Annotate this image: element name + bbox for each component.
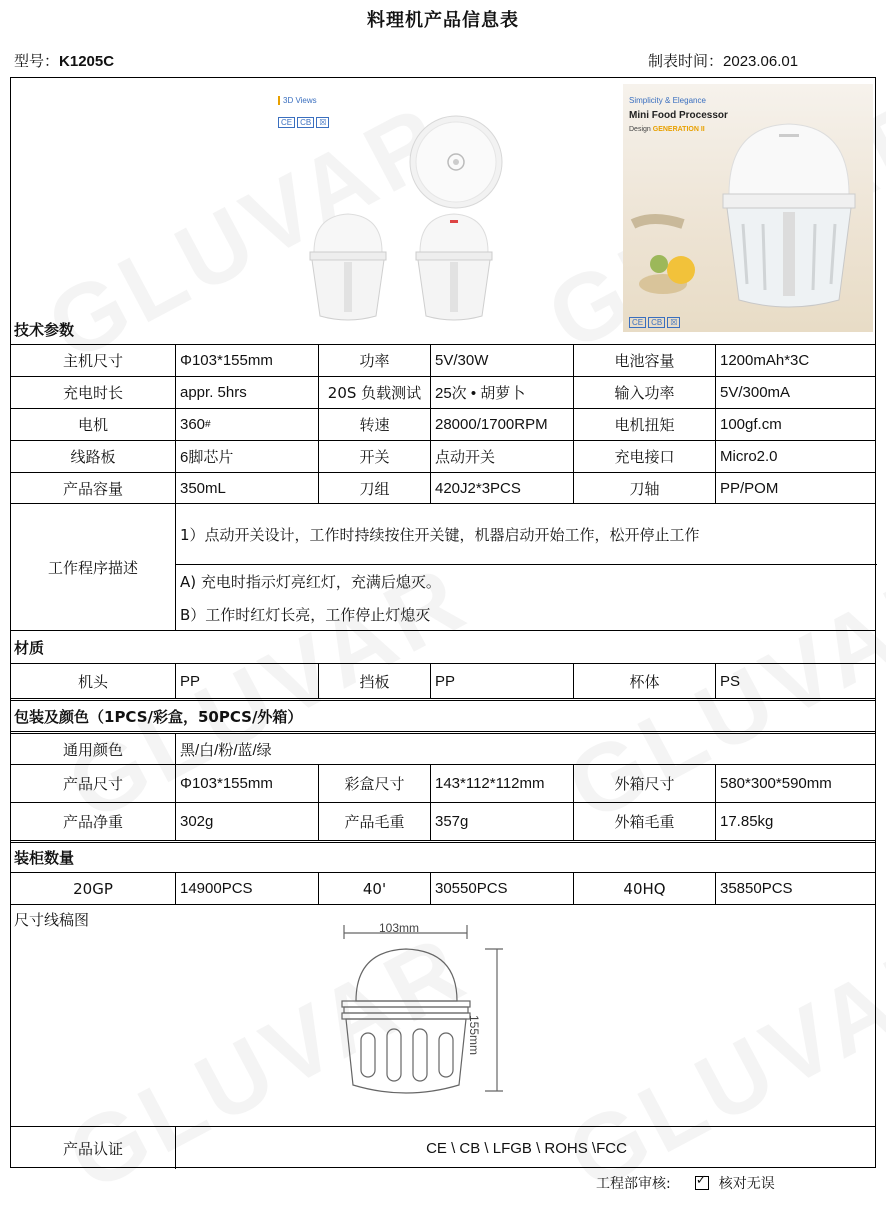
material-section-title: 材质 — [11, 630, 875, 663]
checkbox-checked-icon[interactable] — [695, 1176, 709, 1190]
field-label: 产品容量 — [62, 479, 123, 498]
created-date — [648, 50, 798, 71]
field-value: 360 # — [175, 409, 318, 440]
field-label: 开关 — [318, 441, 430, 472]
color-row — [11, 731, 875, 764]
field-value: 点动开关 — [430, 441, 573, 472]
document-title: 料理机产品信息表 — [367, 10, 519, 31]
container-section-title: 装柜数量 — [11, 840, 875, 872]
field-label: 转速 — [318, 409, 430, 440]
tech-section-title: 技术参数 — [14, 320, 75, 339]
field-value: 17.85kg — [715, 803, 877, 840]
tech-row — [11, 344, 875, 376]
drawing-row — [11, 904, 875, 1126]
ce-badge: CE — [278, 117, 295, 128]
review-footer — [596, 1173, 775, 1193]
field-label: 20S 负载测试 — [318, 377, 430, 408]
field-label: 40' — [318, 873, 430, 904]
field-value: appr. 5hrs — [175, 377, 318, 408]
promo-design: Design — [629, 126, 651, 133]
package-row — [11, 764, 875, 802]
field-label: 主机尺寸 — [62, 352, 123, 370]
product-sheet — [10, 77, 876, 1168]
field-value: 35850PCS — [715, 873, 877, 904]
package-section-title: 包装及颜色（1PCS/彩盒，50PCS/外箱） — [11, 698, 875, 731]
field-label: 外箱尺寸 — [573, 765, 715, 802]
weee-badge: ☒ — [316, 117, 329, 128]
procedure-row — [11, 503, 875, 630]
field-value: 25次 • 胡萝卜 — [430, 377, 573, 408]
field-value: 5V/30W — [430, 345, 573, 376]
height-dimension: 155mm — [467, 1015, 481, 1056]
field-value: 28000/1700RPM — [430, 409, 573, 440]
field-value: Φ103*155mm — [175, 345, 318, 376]
color-value: 黑/白/粉/蓝/绿 — [175, 734, 877, 764]
field-label: 线路板 — [70, 448, 116, 466]
field-label: 彩盒尺寸 — [318, 765, 430, 802]
model-number — [14, 50, 114, 71]
cb-badge: CB — [297, 117, 314, 128]
review-label: 工程部审核: — [596, 1176, 671, 1192]
field-label: 产品毛重 — [318, 803, 430, 840]
field-label: 20GP — [73, 879, 113, 898]
procedure-line-a: A) 充电时指示灯亮红灯，充满后熄灭。 — [176, 564, 877, 597]
color-label: 通用颜色 — [62, 740, 123, 759]
field-value: 1200mAh*3C — [715, 345, 877, 376]
field-value: 580*300*590mm — [715, 765, 877, 802]
promo-title: Mini Food Processor — [629, 110, 728, 121]
tech-row — [11, 440, 875, 472]
drawing-label: 尺寸线稿图 — [14, 911, 90, 929]
field-label: 刀组 — [318, 473, 430, 503]
field-value: 14900PCS — [175, 873, 318, 904]
product-views-image — [276, 92, 546, 332]
cert-badges — [278, 110, 331, 129]
procedure-line-1: 1）点动开关设计，工作时持续按住开关键，机器启动开始工作，松开停止工作 — [180, 525, 700, 544]
date-label: 制表时间： — [648, 52, 724, 70]
model-value: K1205C — [59, 53, 115, 70]
field-value: PP — [175, 664, 318, 698]
field-value: PS — [715, 664, 877, 698]
field-value: 302g — [175, 803, 318, 840]
field-label: 机头 — [77, 672, 108, 691]
views-label: 3D Views — [278, 96, 317, 105]
promo-image — [623, 84, 873, 332]
width-dimension: 103mm — [379, 921, 420, 935]
procedure-label: 工作程序描述 — [47, 558, 138, 577]
cert-value: CE \ CB \ LFGB \ ROHS \FCC — [175, 1127, 877, 1169]
field-value: PP/POM — [715, 473, 877, 503]
tech-row — [11, 408, 875, 440]
field-value: PP — [430, 664, 573, 698]
field-value: 30550PCS — [430, 873, 573, 904]
cert-label: 产品认证 — [62, 1139, 123, 1158]
weee-badge: ☒ — [667, 317, 680, 328]
field-value: 5V/300mA — [715, 377, 877, 408]
field-value: 420J2*3PCS — [430, 473, 573, 503]
cb-badge: CB — [648, 317, 665, 328]
field-label: 40HQ — [573, 873, 715, 904]
promo-tagline: Simplicity & Elegance — [629, 96, 706, 105]
field-label: 功率 — [318, 345, 430, 376]
container-row — [11, 872, 875, 904]
field-label: 充电时长 — [62, 384, 123, 402]
cert-row — [11, 1126, 875, 1169]
field-label: 电池容量 — [573, 345, 715, 376]
field-value: 143*112*112mm — [430, 765, 573, 802]
field-label: 产品净重 — [62, 813, 123, 831]
field-value: 100gf.cm — [715, 409, 877, 440]
field-value: 6脚芯片 — [175, 441, 318, 472]
field-value: 350mL — [175, 473, 318, 503]
field-label: 挡板 — [318, 664, 430, 698]
promo-generation: GENERATION II — [652, 126, 705, 133]
field-label: 电机 — [77, 416, 108, 434]
package-row — [11, 802, 875, 840]
procedure-line-b: B）工作时红灯长亮，工作停止灯熄灭 — [180, 605, 431, 624]
material-row — [11, 663, 875, 698]
field-label: 电机扭矩 — [573, 409, 715, 440]
field-label: 刀轴 — [573, 473, 715, 503]
check-label: 核对无误 — [718, 1176, 775, 1192]
tech-row — [11, 472, 875, 503]
field-value: Φ103*155mm — [175, 765, 318, 802]
ce-badge: CE — [629, 317, 646, 328]
tech-row — [11, 376, 875, 408]
field-label: 充电接口 — [573, 441, 715, 472]
dimension-drawing-icon — [11, 905, 877, 1127]
field-value: Micro2.0 — [715, 441, 877, 472]
field-label: 杯体 — [573, 664, 715, 698]
food-processor-photo-icon — [623, 84, 873, 332]
field-value: 357g — [430, 803, 573, 840]
date-value: 2023.06.01 — [723, 53, 799, 70]
field-label: 外箱毛重 — [573, 803, 715, 840]
model-label: 型号： — [14, 52, 60, 70]
field-label: 产品尺寸 — [62, 775, 123, 793]
field-label: 输入功率 — [573, 377, 715, 408]
